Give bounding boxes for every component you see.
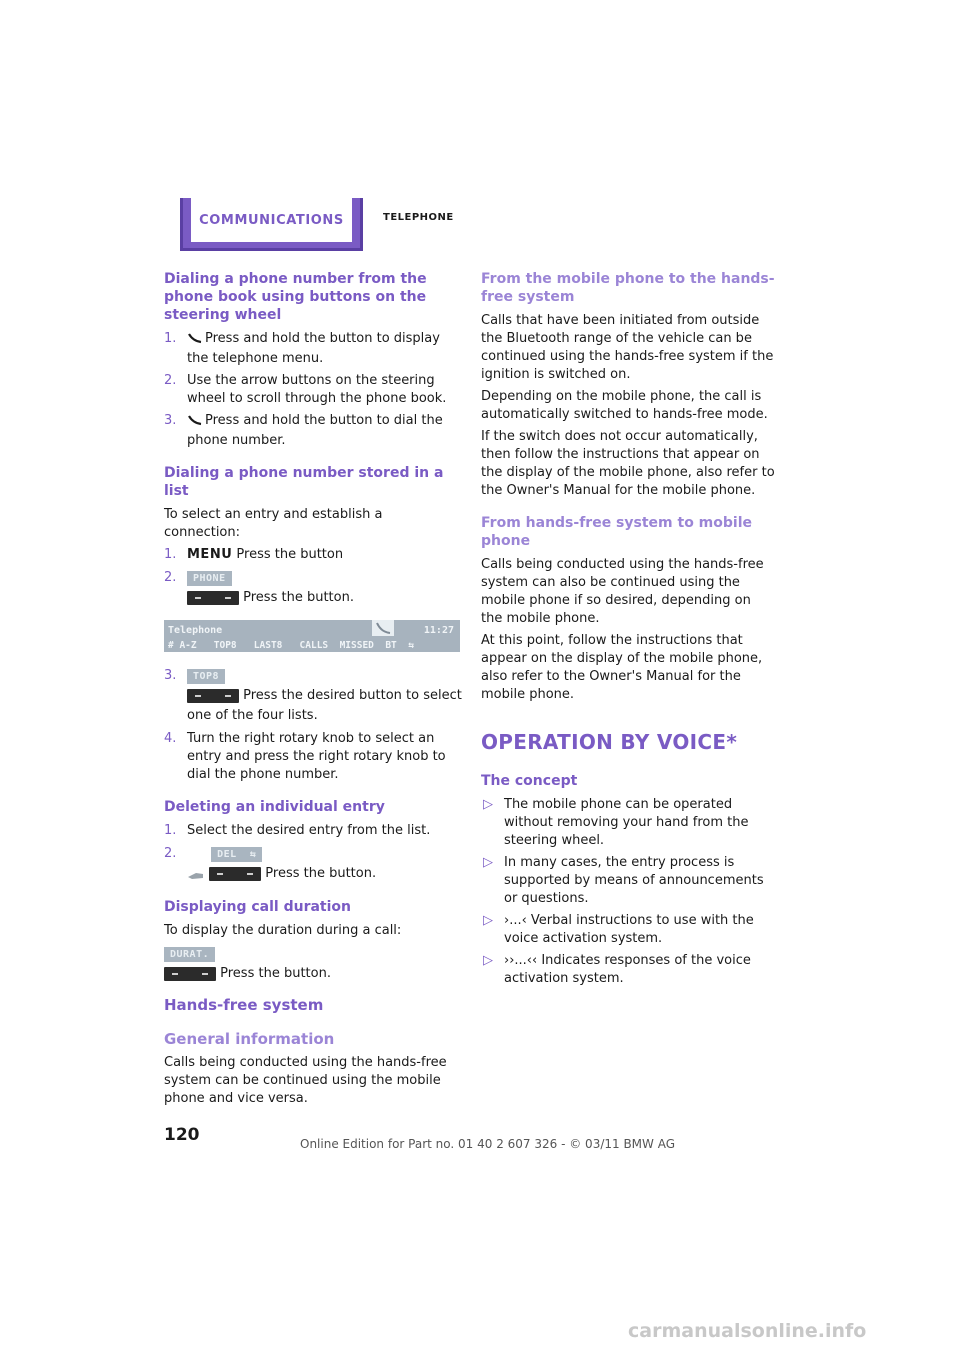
- paragraph-2: Depending on the mobile phone, the call is automatically switched to hands-free mode.: [481, 389, 768, 422]
- display-title: Telephone: [168, 625, 223, 636]
- list-step-4: 4. Turn the right rotary knob to select an entry and press the right rotary knob to dial the phone number.: [164, 731, 446, 782]
- phone-display-label: PHONE: [187, 571, 232, 586]
- menu-key-label: MENU: [187, 547, 233, 562]
- heading-general-info: General information: [164, 1030, 335, 1048]
- steering-step-2: 2. Use the arrow buttons on the steering wheel to scroll through the phone book.: [164, 373, 447, 406]
- softkey-button: [164, 967, 216, 981]
- phone-handset-icon: [187, 332, 205, 350]
- edition-note: Online Edition for Part no. 01 40 2 607 326 - © 03/11 BMW AG: [300, 1137, 676, 1151]
- hand-pointer-icon: [187, 868, 205, 880]
- heading-handsfree-to-mobile: From hands-free system to mobile phone: [481, 515, 753, 549]
- heading-delete-entry: Deleting an individual entry: [164, 799, 385, 815]
- telephone-display: [164, 620, 460, 652]
- page-number: 120: [164, 1125, 200, 1145]
- list-step-3: 3. TOP8 Press the desired button to select one of the four lists.: [164, 668, 462, 723]
- paragraph-5: At this point, follow the instructions that appear on the display of the mobile phone, also refer to the Owner's Manual for the mobile phone.: [481, 633, 763, 702]
- softkey-button: [209, 867, 261, 881]
- top8-display-label: TOP8: [187, 669, 225, 684]
- list-step-1: 1. MENU Press the button: [164, 547, 344, 562]
- duration-instruction: DURAT. Press the button.: [164, 944, 462, 984]
- del-display-label: DEL ⇆: [211, 847, 262, 862]
- heading-operation-by-voice: OPERATION BY VOICE*: [481, 730, 738, 754]
- heading-steering-dial: Dialing a phone number from the phone book using buttons on the steering wheel: [164, 271, 427, 323]
- softkey-button: [187, 689, 239, 703]
- general-text: Calls being conducted using the hands-free system can be continued using the mobile phone and vice versa.: [164, 1055, 447, 1106]
- concept-bullet-4: ▷ ››...‹‹ Indicates responses of the voice activation system.: [483, 953, 751, 986]
- paragraph-1: Calls that have been initiated from outside the Bluetooth range of the vehicle can be continued using the hands-free system if the ignition is switched on.: [481, 313, 774, 382]
- paragraph-4: Calls being conducted using the hands-free system can also be continued using the mobile phone if so desired, depending on the mobile phone.: [481, 557, 764, 626]
- display-menu-row: # A-Z TOP8 LAST8 CALLS MISSED BT ⇆: [168, 640, 414, 651]
- watermark: carmanualsonline.info: [628, 1320, 867, 1342]
- paragraph-3: If the switch does not occur automatically, then follow the instructions that appear on the display of the mobile phone, also refer to the Owner's Manual for the mobile phone.: [481, 429, 775, 498]
- concept-bullet-3: ▷ ›...‹ Verbal instructions to use with the voice activation system.: [483, 913, 754, 946]
- left-column: [164, 270, 462, 1112]
- heading-list-dial: Dialing a phone number stored in a list: [164, 465, 444, 499]
- softkey-button: [187, 591, 239, 605]
- duration-intro: To display the duration during a call:: [164, 923, 402, 938]
- phone-handset-icon: [187, 414, 205, 432]
- steering-step-3: 3. Press and hold the button to dial the phone number.: [164, 413, 443, 448]
- display-time: 11:27: [423, 625, 454, 636]
- right-column: [481, 270, 775, 992]
- heading-hands-free: Hands-free system: [164, 996, 324, 1014]
- concept-bullet-2: ▷ In many cases, the entry process is supported by means of announcements or questions.: [483, 855, 764, 906]
- bullet-arrow-icon: ▷: [483, 855, 493, 870]
- heading-the-concept: The concept: [481, 773, 578, 789]
- bullet-arrow-icon: ▷: [483, 953, 493, 968]
- durat-display-label: DURAT.: [164, 947, 215, 962]
- delete-step-1: 1. Select the desired entry from the list.: [164, 823, 431, 838]
- list-intro: To select an entry and establish a connection:: [164, 507, 383, 540]
- list-step-2: 2. PHONE Press the button.: [164, 570, 354, 605]
- heading-call-duration: Displaying call duration: [164, 899, 352, 915]
- bullet-arrow-icon: ▷: [483, 797, 493, 812]
- bullet-arrow-icon: ▷: [483, 913, 493, 928]
- steering-step-1: 1. Press and hold the button to display the telephone menu.: [164, 331, 440, 366]
- section-tab: [180, 198, 363, 251]
- concept-bullet-1: ▷ The mobile phone can be operated without removing your hand from the steering wheel.: [483, 797, 749, 848]
- delete-step-2: 2. DEL ⇆ Press the button.: [164, 846, 377, 881]
- handset-display-icon: [372, 620, 394, 636]
- section-title: COMMUNICATIONS: [191, 198, 352, 242]
- heading-mobile-to-handsfree: From the mobile phone to the hands-free system: [481, 271, 775, 305]
- subsection-title: TELEPHONE: [383, 212, 454, 223]
